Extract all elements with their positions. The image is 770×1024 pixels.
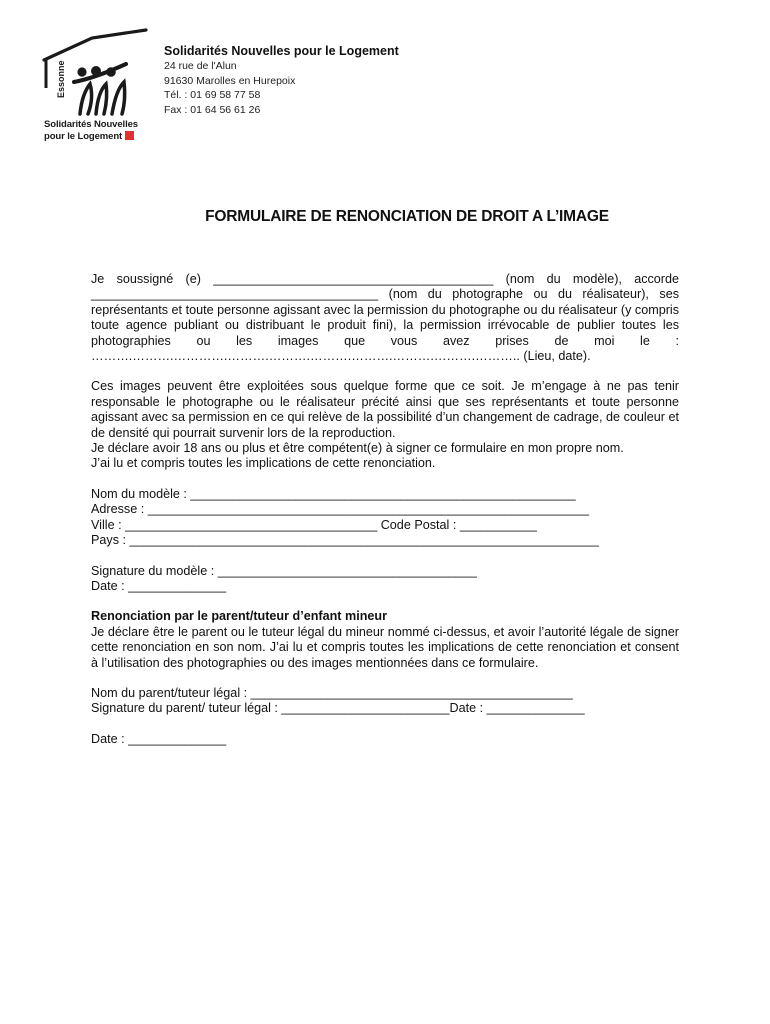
read-understood-statement: J’ai lu et compris toutes les implications de cette renonciation.	[91, 456, 436, 471]
org-city: 91630 Marolles en Hurepoix	[164, 74, 296, 87]
org-fax: Fax : 01 64 56 61 26	[164, 103, 261, 116]
logo-red-square-icon	[125, 131, 134, 140]
org-tel: Tél. : 01 69 58 77 58	[164, 89, 261, 101]
model-date-field[interactable]: Date : ______________	[91, 578, 227, 593]
logo-caption-line1: Solidarités Nouvelles	[44, 119, 138, 130]
address-field[interactable]: Adresse : _______________________________________________________________	[91, 502, 589, 517]
logo-caption-line2-text: pour le Logement	[44, 131, 123, 142]
guardian-signature-field[interactable]: Signature du parent/ tuteur légal : ________________________Date : ______________	[91, 701, 585, 716]
org-logo	[40, 26, 160, 150]
document-title: FORMULAIRE DE RENONCIATION DE DROIT A L’IMAGE	[205, 208, 609, 225]
city-postal-field[interactable]: Ville : ____________________________________ Code Postal : ___________	[91, 517, 537, 532]
age-declaration: Je déclare avoir 18 ans ou plus et être compétent(e) à signer ce formulaire en mon propre nom.	[91, 441, 624, 456]
org-address: 24 rue de l'Alun	[164, 60, 237, 72]
logo-caption-line2	[44, 131, 162, 143]
model-name-field[interactable]: Nom du modèle : _______________________________________________________	[91, 486, 576, 501]
org-header	[164, 43, 564, 117]
model-signature-field[interactable]: Signature du modèle : _____________________________________	[91, 563, 477, 578]
guardian-name-field[interactable]: Nom du parent/tuteur légal : ______________________________________________	[91, 685, 573, 700]
logo-caption	[44, 119, 162, 143]
usage-paragraph: Ces images peuvent être exploitées sous quelque forme que ce soit. Je m’engage à ne pas tenir responsable le photographe ou le réalisateur précité ainsi que ses représentants et toute personne agissant avec sa permission en ce qui relève de la possibilité d’un changement de cadrage, de couleur et de densité qui pourrait survenir lors de la reproduction.	[91, 379, 679, 440]
logo-graphic	[40, 26, 160, 122]
document-body	[91, 272, 679, 747]
minor-section-heading: Renonciation par le parent/tuteur d’enfant mineur	[91, 609, 387, 624]
guardian-date-field[interactable]: Date : ______________	[91, 731, 227, 746]
consent-paragraph: Je soussigné (e) ________________________________________ (nom du modèle), accorde _________________________________________ (nom du photographe ou du réalisateur), ses représentants et toute personne agissant avec la permission du photographe ou du réalisateur (y compris toute agence publiant ou distribuant le produit fini), la permission irrévocable de publier toutes les photographies ou les images que vous avez prises de moi le : ……….……….………….……….……….……….……….……….……….……….. (Lieu, date).	[91, 272, 679, 364]
logo-vertical-text: Essonne	[56, 60, 66, 98]
guardian-declaration: Je déclare être le parent ou le tuteur légal du mineur nommé ci-dessus, et avoir l’autorité légale de signer cette renonciation en son nom. J’ai lu et compris toutes les implications de cette renonciation et consent à l’utilisation des photographies ou des images mentionnées dans ce formulaire.	[91, 624, 679, 670]
org-name: Solidarités Nouvelles pour le Logement	[164, 44, 399, 58]
country-field[interactable]: Pays : ___________________________________________________________________	[91, 533, 599, 548]
